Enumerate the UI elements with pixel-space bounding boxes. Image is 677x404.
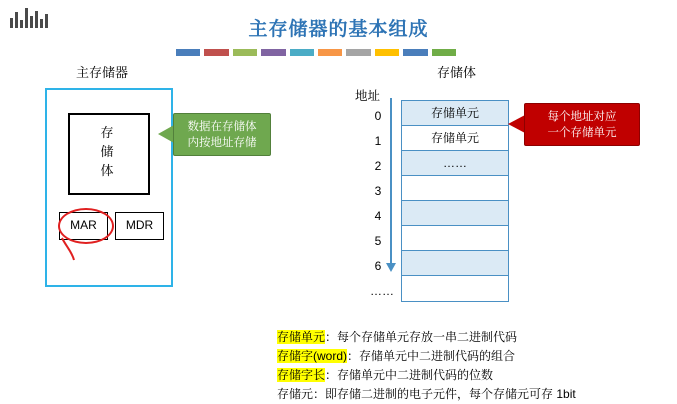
note-text: ：存储单元中二进制代码的位数 <box>325 368 494 382</box>
note-line <box>277 385 576 404</box>
page-title: 主存储器的基本组成 <box>248 19 429 40</box>
address-item: 3 <box>374 184 382 198</box>
note-text: ：即存储二进制的电子元件，每个存储元可存 1bit <box>313 387 576 401</box>
title-bar-4 <box>261 49 285 56</box>
title-bar-10 <box>432 49 456 56</box>
address-item: 6 <box>374 259 382 273</box>
memory-cell <box>402 226 508 251</box>
address-item: 4 <box>374 209 382 223</box>
memory-cell: …… <box>402 151 508 176</box>
memory-cell <box>402 276 508 301</box>
memory-cell: 存储单元 <box>402 101 508 126</box>
title-decoration-bars <box>176 49 456 56</box>
green-callout-line-2: 内按地址存储 <box>187 137 257 149</box>
note-text: ：每个存储单元存放一串二进制代码 <box>325 330 518 344</box>
address-item: 2 <box>374 159 382 173</box>
memory-cell <box>402 176 508 201</box>
address-axis-arrow-icon <box>386 263 396 272</box>
storage-body-label: 存储体 <box>100 125 114 178</box>
mar-label: MAR <box>70 218 97 232</box>
note-term: 存储字长 <box>277 368 326 382</box>
green-callout-line-1: 数据在存储体 <box>187 121 257 133</box>
address-list <box>370 104 394 304</box>
note-line <box>277 366 576 385</box>
mdr-register-box <box>115 212 164 240</box>
red-callout <box>524 103 640 146</box>
red-callout-line-1: 每个地址对应 <box>547 111 617 123</box>
note-term: 存储单元 <box>277 330 326 344</box>
title-bar-5 <box>290 49 314 56</box>
memory-body-label: 存储体 <box>437 65 477 80</box>
note-text: ：存储单元中二进制代码的组合 <box>347 349 516 363</box>
memory-cell-table <box>401 100 509 302</box>
title-bar-2 <box>204 49 228 56</box>
title-bar-8 <box>375 49 399 56</box>
note-line <box>277 328 576 347</box>
address-item: …… <box>370 284 394 298</box>
green-callout <box>173 113 271 156</box>
red-callout-line-2: 一个存储单元 <box>547 127 617 139</box>
address-item: 0 <box>374 109 382 123</box>
mar-annotation-tail-icon <box>60 236 86 262</box>
title-bar-3 <box>233 49 257 56</box>
address-column-label: 地址 <box>355 89 381 103</box>
title-bar-6 <box>318 49 342 56</box>
title-bar-7 <box>346 49 370 56</box>
title-bar-9 <box>403 49 427 56</box>
memory-cell: 存储单元 <box>402 126 508 151</box>
note-term: 存储元 <box>277 387 314 401</box>
main-memory-heading: 主存储器 <box>76 65 129 80</box>
address-item: 5 <box>374 234 382 248</box>
address-axis-line <box>390 98 392 266</box>
red-callout-arrow-icon <box>508 115 525 133</box>
note-line <box>277 347 576 366</box>
title-bar-1 <box>176 49 200 56</box>
memory-cell <box>402 201 508 226</box>
address-item: 1 <box>374 134 382 148</box>
green-callout-arrow-icon <box>158 125 174 143</box>
memory-cell <box>402 251 508 276</box>
mdr-label: MDR <box>125 218 154 232</box>
definition-notes <box>277 328 576 404</box>
note-term: 存储字(word) <box>277 349 348 363</box>
